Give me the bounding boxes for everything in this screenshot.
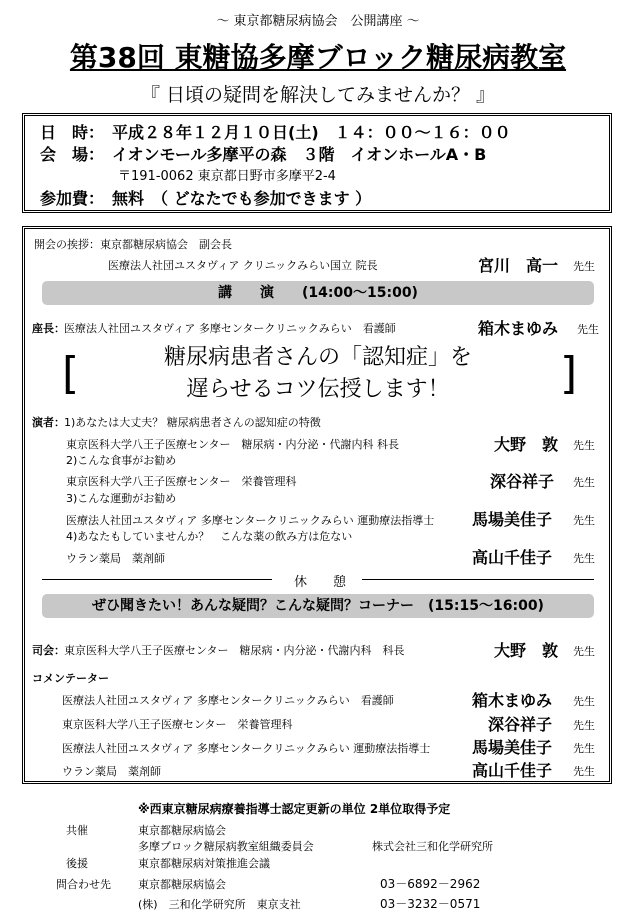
honorific: 先生 <box>573 645 595 658</box>
talk-affiliation: 東京医科大学八王子医療センター 栄養管理科 <box>66 475 297 488</box>
talk-speaker-name: 高山千佳子 <box>472 548 553 567</box>
break-divider-right <box>362 579 594 580</box>
commentator-name: 高山千佳子 <box>472 761 553 780</box>
page-title: 第38回 東糖協多摩ブロック糖尿病教室 <box>69 41 567 74</box>
commentator-affiliation: 東京医科大学八王子医療センター 栄養管理科 <box>62 718 293 731</box>
contact-1-tel: 03－6892－2962 <box>380 877 481 891</box>
chair-affiliation: 医療法人社団ユスタヴィア 多摩センタークリニックみらい 看護師 <box>64 322 396 335</box>
date-value: 平成２８年１２月１０日(土) １４：００～１６：００ <box>112 123 511 142</box>
chair-label: 座長： <box>32 322 65 335</box>
credit-note: ※西東京糖尿病療養指導士認定更新の単位 2単位取得予定 <box>138 802 451 816</box>
contact-2-name: (株) 三和化学研究所 東京支社 <box>138 898 301 911</box>
commentator-name: 馬場美佳子 <box>472 738 553 757</box>
event-subtitle: ～ 東京都糖尿病協会 公開講座 ～ <box>216 14 420 29</box>
commentator-name: 深谷祥子 <box>488 715 553 734</box>
host-1: 東京都糖尿病協会 <box>138 824 226 837</box>
host-3: 株式会社三和化学研究所 <box>372 840 493 853</box>
honorific: 先生 <box>573 260 595 273</box>
talk-topic: 1)あなたは大丈夫？ 糖尿病患者さんの認知症の特徴 <box>64 416 321 429</box>
honorific: 先生 <box>573 514 595 527</box>
honorific: 先生 <box>573 742 595 755</box>
honorific: 先生 <box>573 695 595 708</box>
talk-topic: 2)こんな食事がお勧め <box>66 454 177 467</box>
fee-value: 無料 （ どなたでも参加できます ） <box>112 189 372 208</box>
lecture-title-line1: 糖尿病患者さんの「認知症」を <box>163 345 472 370</box>
date-label: 日 時： <box>40 123 105 142</box>
talk-affiliation: 東京医科大学八王子医療センター 糖尿病・内分泌・代謝内科 科長 <box>66 438 400 451</box>
talk-speaker-name: 深谷祥子 <box>490 472 555 491</box>
tagline: 『 日頃の疑問を解決してみませんか？ 』 <box>140 84 496 106</box>
opening-label: 開会の挨拶：東京都糖尿病協会 副会長 <box>34 238 232 251</box>
venue-value: イオンモール多摩平の森 ３階 イオンホールA・B <box>112 145 487 164</box>
talk-affiliation: ウラン薬局 薬剤師 <box>66 552 165 565</box>
lecture-band: 講 演 (14:00～15:00) <box>42 281 594 305</box>
honorific: 先生 <box>573 439 595 452</box>
commentators-label: コメンテーター <box>32 672 109 685</box>
honorific: 先生 <box>573 552 595 565</box>
host-label: 共催 <box>66 824 88 837</box>
honorific: 先生 <box>573 476 595 489</box>
support-org: 東京都糖尿病対策推進会議 <box>138 857 270 870</box>
talk-speaker-name: 馬場美佳子 <box>472 510 553 529</box>
title-open-bracket: [ <box>62 348 80 399</box>
qa-band: ぜひ聞きたい！あんな疑問？こんな疑問？コーナー (15:15～16:00) <box>42 594 594 618</box>
venue-address: 〒191-0062 東京都日野市多摩平2-4 <box>118 169 336 184</box>
break-divider-left <box>42 579 272 580</box>
host-2: 多摩ブロック糖尿病教室組織委員会 <box>138 840 314 853</box>
fee-label: 参加費： <box>40 189 105 208</box>
talk-speaker-name: 大野 敦 <box>494 435 559 454</box>
speakers-label: 演者： <box>32 416 65 429</box>
contact-label: 問合わせ先 <box>56 878 111 891</box>
venue-label: 会 場： <box>40 145 105 164</box>
mc-name: 大野 敦 <box>494 641 559 660</box>
mc-label: 司会： <box>32 644 65 657</box>
commentator-affiliation: 医療法人社団ユスタヴィア 多摩センタークリニックみらい 看護師 <box>62 694 394 707</box>
commentator-affiliation: ウラン薬局 薬剤師 <box>62 765 161 778</box>
contact-1-name: 東京都糖尿病協会 <box>138 878 226 891</box>
commentator-name: 箱木まゆみ <box>472 691 553 710</box>
talk-topic: 3)こんな運動がお勧め <box>66 492 177 505</box>
contact-2-tel: 03－3232－0571 <box>380 897 481 911</box>
support-label: 後援 <box>66 857 88 870</box>
honorific: 先生 <box>577 323 599 336</box>
break-label: 休 憩 <box>294 575 347 590</box>
lecture-title-line2: 遅らせるコツ伝授します！ <box>186 377 450 402</box>
talk-affiliation: 医療法人社団ユスタヴィア 多摩センタークリニックみらい 運動療法指導士 <box>66 514 435 527</box>
title-close-bracket: ] <box>560 348 578 399</box>
commentator-affiliation: 医療法人社団ユスタヴィア 多摩センタークリニックみらい 運動療法指導士 <box>62 742 431 755</box>
opening-speaker-name: 宮川 高一 <box>478 256 559 275</box>
talk-topic: 4)あなたもしていませんか？ こんな薬の飲み方は危ない <box>66 530 353 543</box>
honorific: 先生 <box>573 765 595 778</box>
mc-affiliation: 東京医科大学八王子医療センター 糖尿病・内分泌・代謝内科 科長 <box>64 644 405 657</box>
chair-name: 箱木まゆみ <box>478 319 559 338</box>
opening-affiliation: 医療法人社団ユスタヴィア クリニックみらい国立 院長 <box>108 259 378 272</box>
honorific: 先生 <box>573 719 595 732</box>
